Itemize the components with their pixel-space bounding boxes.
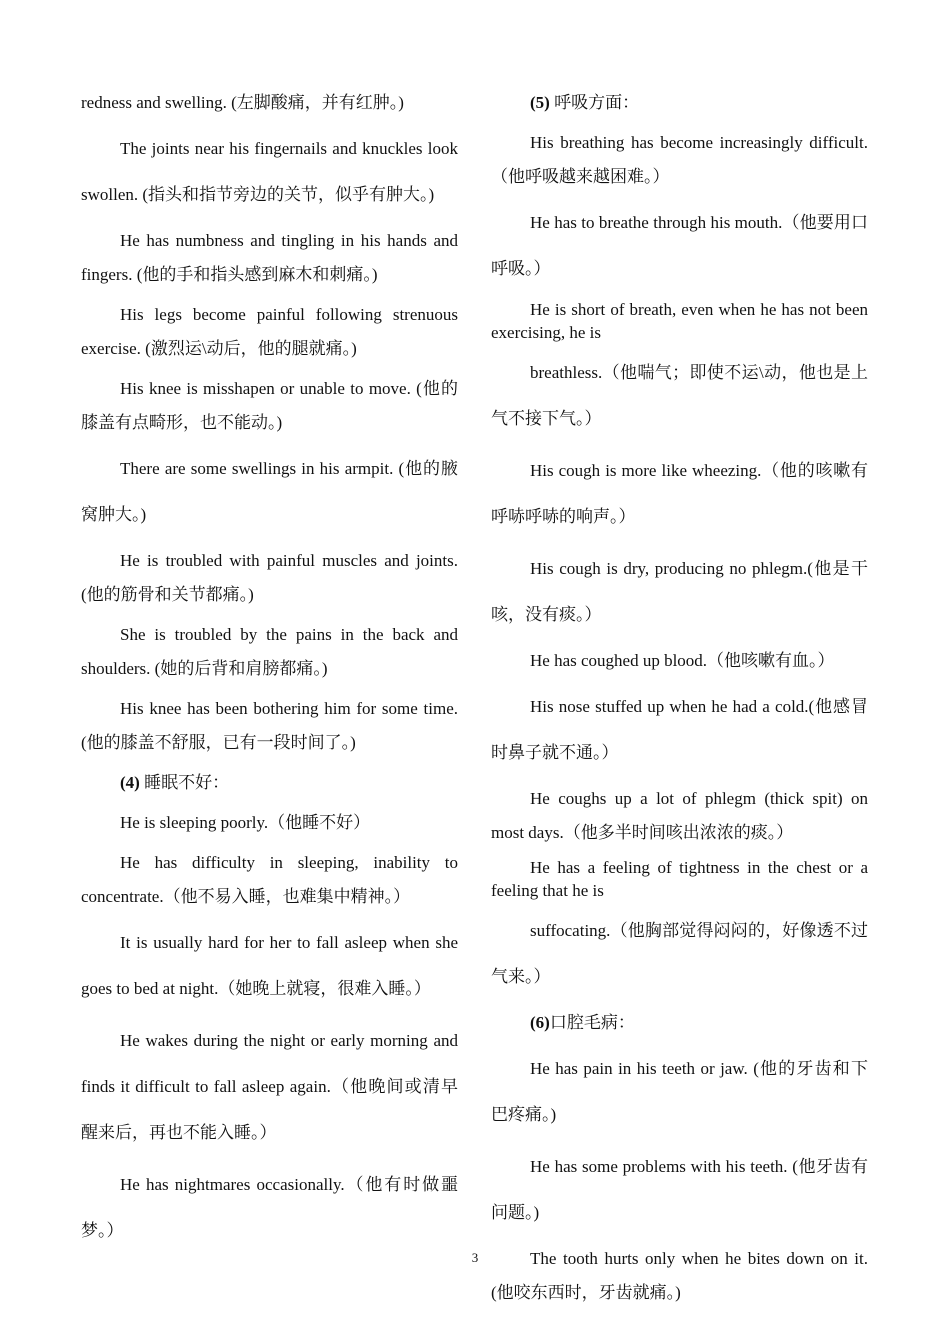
paragraph: There are some swellings in his armpit. (他的腋窝肿大。)	[81, 459, 458, 524]
paragraph: He is sleeping poorly.（他睡不好）	[120, 813, 371, 832]
section-title: 睡眠不好：	[139, 773, 230, 792]
paragraph: She is troubled by the pains in the back and shoulders. (她的后背和肩膀都痛。)	[81, 625, 458, 678]
paragraph: His cough is more like wheezing.（他的咳嗽有呼哧呼哧的响声。）	[491, 461, 868, 526]
paragraph: His cough is dry, producing no phlegm.(他是干咳，没有痰。）	[491, 559, 868, 624]
paragraph: The tooth hurts only when he bites down on it. (他咬东西时，牙齿就痛。)	[491, 1249, 868, 1302]
paragraph: He has a feeling of tightness in the chest or a feeling that he is	[491, 858, 868, 900]
paragraph: His nose stuffed up when he had a cold.(他感冒时鼻子就不通。）	[491, 697, 868, 762]
right-column	[491, 86, 868, 1316]
section-heading	[491, 1006, 868, 1040]
section-number: (6)	[530, 1013, 550, 1032]
paragraph: He wakes during the night or early morning and finds it difficult to fall asleep again.（他晚间或清早醒来后，再也不能入睡。）	[81, 1031, 458, 1142]
paragraph: It is usually hard for her to fall asleep when she goes to bed at night.（她晚上就寝，很难入睡。）	[81, 933, 458, 998]
paragraph: He is troubled with painful muscles and joints. (他的筋骨和关节都痛。)	[81, 551, 458, 604]
paragraph: He coughs up a lot of phlegm (thick spit) on most days.（他多半时间咳出浓浓的痰。）	[491, 789, 868, 842]
paragraph: He has pain in his teeth or jaw. (他的牙齿和下巴疼痛。)	[491, 1059, 868, 1124]
paragraph: His knee is misshapen or unable to move. (他的膝盖有点畸形，也不能动。)	[81, 379, 458, 432]
paragraph: His breathing has become increasingly difficult.（他呼吸越来越困难。）	[491, 133, 868, 186]
paragraph: His legs become painful following strenuous exercise. (激烈运\动后，他的腿就痛。)	[81, 305, 458, 358]
section-heading	[491, 86, 868, 120]
section-title: 呼吸方面：	[549, 93, 640, 112]
paragraph: breathless.（他喘气；即使不运\动，他也是上气不接下气。）	[491, 363, 868, 428]
paragraph: He has coughed up blood.（他咳嗽有血。）	[530, 651, 835, 670]
section-number: (5)	[530, 93, 550, 112]
paragraph: He has nightmares occasionally.（他有时做噩梦。）	[81, 1175, 458, 1240]
paragraph: His knee has been bothering him for some time. (他的膝盖不舒服，已有一段时间了。)	[81, 699, 458, 752]
section-heading	[81, 766, 458, 800]
paragraph: He has to breathe through his mouth.（他要用口呼吸。）	[491, 213, 868, 278]
paragraph: He has difficulty in sleeping, inability to concentrate.（他不易入睡，也难集中精神。）	[81, 853, 458, 906]
paragraph: He has some problems with his teeth. (他牙齿有问题。)	[491, 1157, 868, 1222]
paragraph: He has numbness and tingling in his hands and fingers. (他的手和指头感到麻木和刺痛。)	[81, 231, 458, 284]
paragraph: suffocating.（他胸部觉得闷闷的，好像透不过气来。）	[491, 921, 868, 986]
section-title: 口腔毛病：	[549, 1013, 635, 1032]
page-number: 3	[471, 1250, 479, 1265]
section-number: (4)	[120, 773, 140, 792]
paragraph: The joints near his fingernails and knuckles look swollen. (指头和指节旁边的关节，似乎有肿大。)	[81, 139, 458, 204]
paragraph: redness and swelling. (左脚酸痛，并有红肿。)	[81, 93, 404, 112]
paragraph: He is short of breath, even when he has not been exercising, he is	[491, 300, 868, 342]
left-column	[81, 86, 458, 1260]
